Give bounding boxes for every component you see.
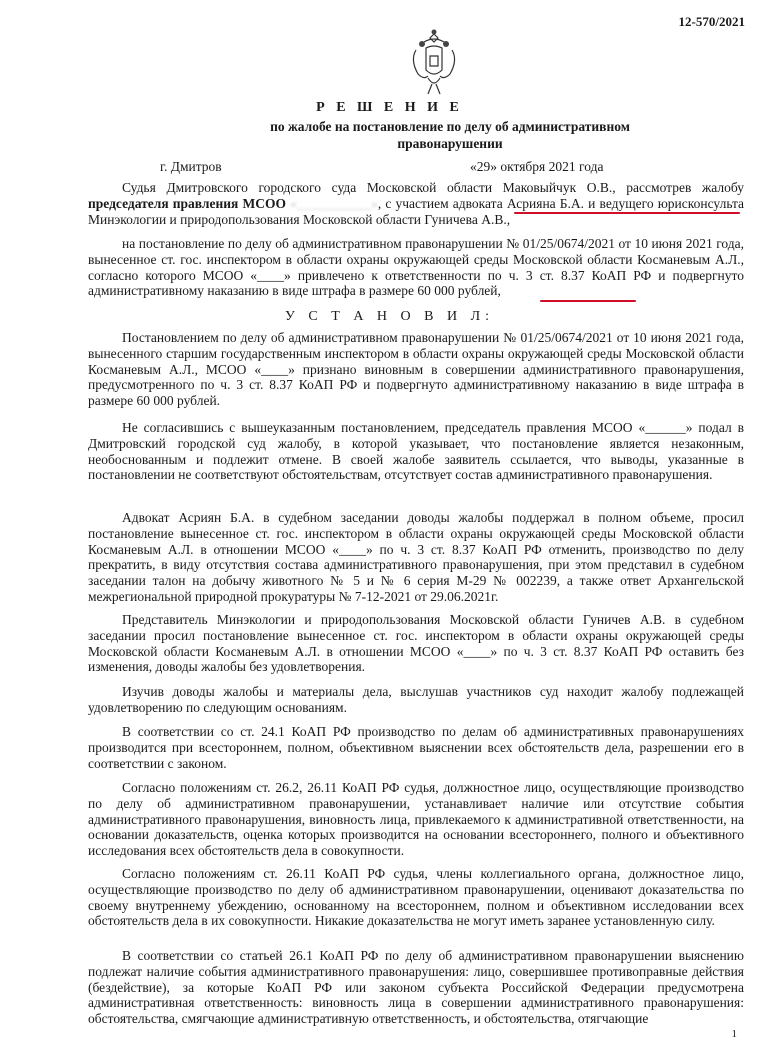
paragraph-9: В соответствии со статьей 26.1 КоАП РФ по делу об административном правонарушении выяснению подлежат наличие события административного правонарушения: лицо, совершившее противоправные действия (бездействие), за которые КоАП РФ или законом субъекта Российской Федерации предусмотрена административная ответственность: виновность лица в совершении административного правонарушения: обстоятельства, смягчающие административную ответственность, и обстоятельства, отягчающие xyxy=(88,948,744,1027)
intro-bold: председателя правления МСОО xyxy=(88,195,286,211)
paragraph-7: Согласно положениям ст. 26.2, 26.11 КоАП РФ судья, должностное лицо, осуществляющие производство по делу об административном правонарушении, устанавливает наличие или отсутствие события административного правонарушения, виновность лица, привлекаемого к административной ответственности, на основании доказательств, оценка которых производится на основании всестороннего, полного и объективного исследования всех обстоятельств дела в совокупности. xyxy=(88,780,744,859)
paragraph-8: Согласно положениям ст. 26.11 КоАП РФ судья, члены коллегиального органа, должностное лицо, осуществляющие производство по делу об административном правонарушении, оценивают доказательства по своему внутреннему убеждению, основанному на всестороннем, полном и объективном исследовании всех обстоятельств дела в их совокупности. Никакие доказательства не могут иметь заранее установленную силу. xyxy=(88,866,744,929)
page-number: 1 xyxy=(731,1028,737,1040)
coat-of-arms-icon xyxy=(406,28,462,98)
case-number: 12-570/2021 xyxy=(678,14,745,29)
paragraph-1: Постановлением по делу об административном правонарушении № 01/25/0674/2021 от 10 июня 2021 года, вынесенного старшим государственным инспектором в области охраны окружающей среды Московской области Косманевым А.Л., МСОО «____» признано виновным в совершении административного правонарушения, предусмотренного по ч. 3 ст. 8.37 КоАП РФ и подвергнуто административному наказанию в виде штрафа в размере 60 000 рублей. xyxy=(88,330,744,409)
redacted-name: «___________» xyxy=(290,195,378,211)
paragraph-4: Представитель Минэкологии и природопользования Московской области Гуничев А.В. в судебном заседании просил постановление вынесенное ст. гос. инспектором в области охраны окружающей среды Московской области Косманевым А.Л. в отношении МСОО «____» по ч. 3 ст. 8.37 КоАП РФ оставить без изменения, доводы жалобы без удовлетворения. xyxy=(88,612,744,675)
place: г. Дмитров xyxy=(160,159,222,174)
paragraph-3: Адвокат Асриян Б.А. в судебном заседании доводы жалобы поддержал в полном объеме, просил постановление вынесенное ст. гос. инспектором в области охраны окружающей среды Московской области Косманевым А.Л. в отношении МСОО «____» по ч. 3 ст. 8.37 КоАП РФ отменить, производство по делу прекратить, в виду отсутствия состава административного правонарушения, при этом представил в судебном заседании талон на добычу животного № 5 и № 6 серия М-29 № 002239, а также ответ Архангельской межрегиональной природной прокуратуры № 7-12-2021 от 29.06.2021г. xyxy=(88,510,744,604)
intro-part1: Судья Дмитровского городского суда Московской области Маковыйчук О.В., рассмотрев жалобу xyxy=(122,180,744,195)
paragraph-2: Не согласившись с вышеуказанным постановлением, председатель правления МСОО «______» подал в Дмитровский городской суд жалобу, в которой указывает, что постановление является незаконным, необоснованным и подлежит отмене. В своей жалобе заявитель ссылается, что выводы, указанные в постановлении не соответствуют обстоятельствам, отсутствует состав административного правонарушения. xyxy=(88,420,744,483)
document-title: Р Е Ш Е Н И Е xyxy=(316,100,463,115)
paragraph-6: В соответствии со ст. 24.1 КоАП РФ производство по делам об административных правонарушениях производится при всестороннем, полном, объективном выяснении всех обстоятельств дела, разрешении его в соответствии с законом. xyxy=(88,724,744,771)
document-subtitle: по жалобе на постановление по делу об административном правонарушении xyxy=(270,119,630,151)
red-underline-fine xyxy=(540,300,636,302)
paragraph-postanovlenie: на постановление по делу об административном правонарушении № 01/25/0674/2021 от 10 июня 2021 года, вынесенное ст. гос. инспектором в области охраны окружающей среды Московской области Косманевым А.Л., согласно которого МСОО «____» привлечено к ответственности по ч. 3 ст. 8.37 КоАП РФ и подвергнуто административному наказанию в виде штрафа в размере 60 000 рублей, xyxy=(88,236,744,299)
red-underline-advocate xyxy=(514,212,740,214)
date: «29» октября 2021 года xyxy=(470,159,604,174)
intro-part2: с участием адвоката Асрияна Б.А. и ведущего юрисконсульта Минэкологии и природопользования Московской области Гуничева А.В., xyxy=(88,195,745,227)
section-heading: У С Т А Н О В И Л: xyxy=(285,309,494,324)
paragraph-5: Изучив доводы жалобы и материалы дела, выслушав участников суд находит жалобу подлежащей удовлетворению по следующим основаниям. xyxy=(88,684,744,715)
intro-paragraph: Судья Дмитровского городского суда Московской области Маковыйчук О.В., рассмотрев жалобу председателя правления МСОО «___________», с участием адвоката Асрияна Б.А. и ведущего юрисконсульта Минэкологии и природопользования Московской области Гуничева А.В., xyxy=(88,180,745,227)
